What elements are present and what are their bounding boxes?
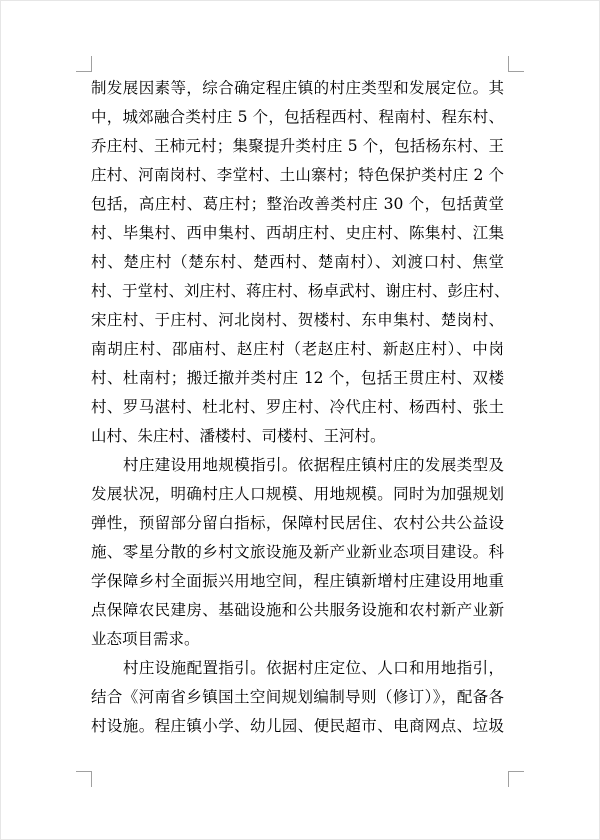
corner-mark-top-right: [508, 56, 524, 72]
text-line: 结合《河南省乡镇国土空间规划编制导则（修订）》，配备各: [91, 688, 504, 706]
text-line: 村庄设施配置指引。依据村庄定位、人口和用地指引，: [123, 659, 504, 677]
text-line: 庄村、河南岗村、李堂村、土山寨村；特色保护类村庄 2 个: [91, 166, 504, 184]
text-line: 南胡庄村、邵庙村、赵庄村（老赵庄村、新赵庄村）、中岗: [91, 340, 504, 358]
text-line: 中，城郊融合类村庄 5 个，包括程西村、程南村、程东村、: [91, 108, 504, 126]
paragraph: [91, 74, 510, 451]
text-line: 业态项目需求。: [91, 630, 200, 648]
text-line: 山村、朱庄村、潘楼村、司楼村、王河村。: [91, 427, 386, 445]
text-line: 村、毕集村、西申集村、西胡庄村、史庄村、陈集村、江集: [91, 224, 504, 242]
text-line: 村设施。程庄镇小学、幼儿园、便民超市、电商网点、垃圾: [91, 717, 504, 735]
text-line: 制发展因素等，综合确定程庄镇的村庄类型和发展定位。其: [91, 79, 504, 97]
text-line: 村、楚庄村（楚东村、楚西村、楚南村）、刘渡口村、焦堂: [91, 253, 504, 271]
text-line: 村庄建设用地规模指引。依据程庄镇村庄的发展类型及: [123, 456, 504, 474]
text-line: 施、零星分散的乡村文旅设施及新产业新业态项目建设。科: [91, 543, 504, 561]
text-line: 发展状况，明确村庄人口规模、用地规模。同时为加强规划: [91, 485, 504, 503]
document-body: [91, 74, 510, 741]
text-line: 弹性，预留部分留白指标，保障村民居住、农村公共公益设: [91, 514, 504, 532]
text-line: 村、于堂村、刘庄村、蒋庄村、杨卓武村、谢庄村、彭庄村、: [91, 282, 510, 300]
corner-mark-top-left: [76, 56, 92, 72]
corner-mark-bottom-right: [508, 771, 524, 787]
corner-mark-bottom-left: [76, 771, 92, 787]
text-line: 乔庄村、王柿元村；集聚提升类村庄 5 个，包括杨东村、王: [91, 137, 504, 155]
text-line: 学保障乡村全面振兴用地空间，程庄镇新增村庄建设用地重: [91, 572, 504, 590]
paragraph: [91, 451, 504, 654]
paragraph: [91, 654, 504, 741]
text-line: 宋庄村、于庄村、河北岗村、贺楼村、东申集村、楚岗村、: [91, 311, 504, 329]
text-line: 点保障农民建房、基础设施和公共服务设施和农村新产业新: [91, 601, 504, 619]
text-line: 包括，高庄村、葛庄村；整治改善类村庄 30 个，包括黄堂: [91, 195, 504, 213]
text-line: 村、罗马湛村、杜北村、罗庄村、冷代庄村、杨西村、张土: [91, 398, 504, 416]
text-line: 村、杜南村；搬迁撤并类村庄 12 个，包括王贯庄村、双楼: [91, 369, 504, 387]
